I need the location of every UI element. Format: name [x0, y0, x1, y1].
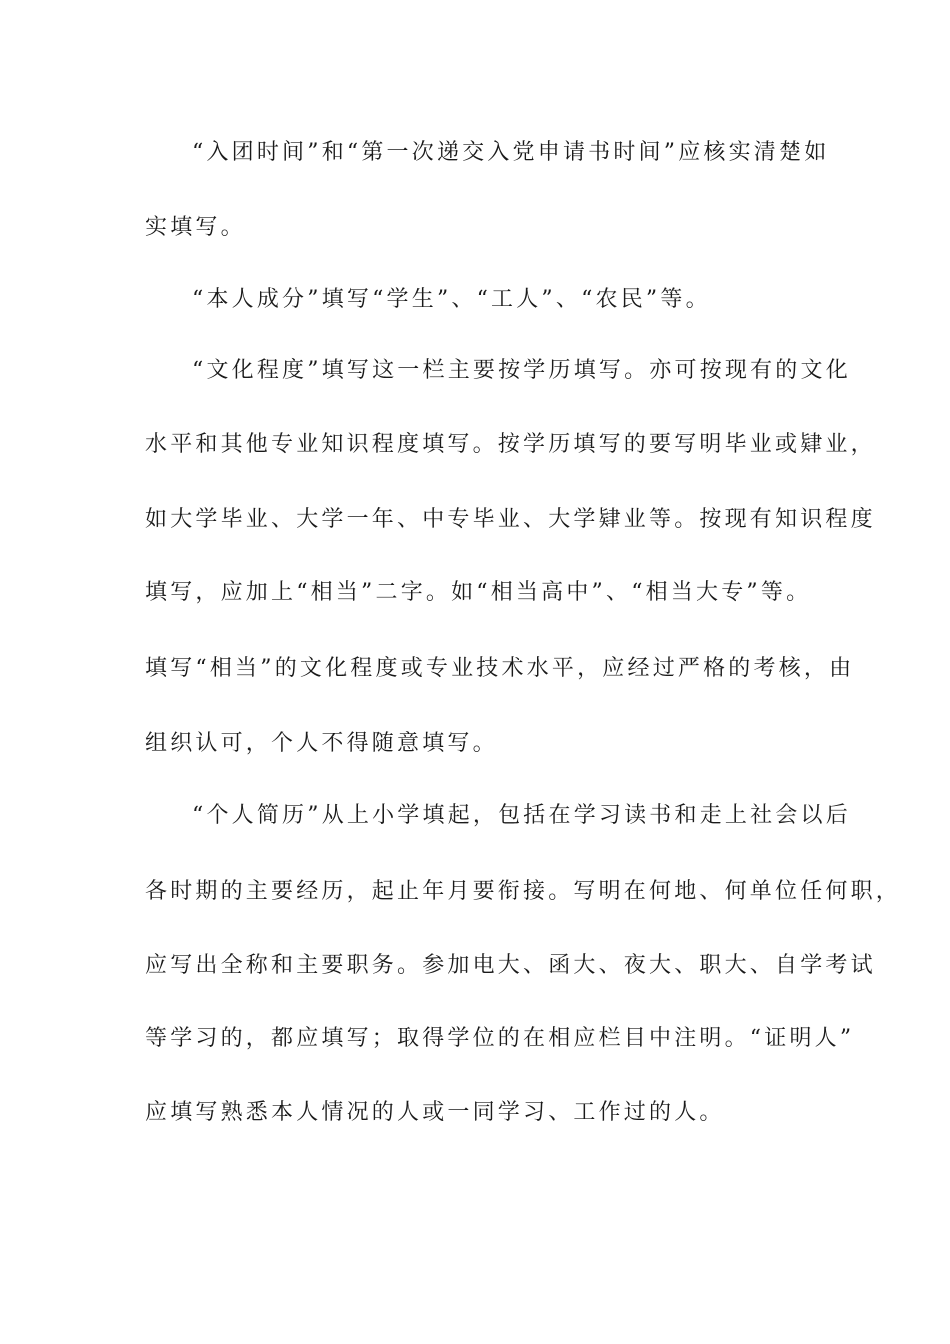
paragraph-1-line-2: 实填写。 [145, 215, 246, 240]
paragraph-4-line-1: “个人简历”从上小学填起，包括在学习读书和走上社会以后 [192, 803, 851, 828]
paragraph-4-line-3: 应写出全称和主要职务。参加电大、函大、夜大、职大、自学考试 [145, 953, 876, 978]
paragraph-3-line-4: 填写，应加上“相当”二字。如“相当高中”、“相当大专”等。 [145, 580, 812, 605]
paragraph-4-line-4: 等学习的，都应填写；取得学位的在相应栏目中注明。“证明人” [145, 1026, 855, 1051]
paragraph-4-line-5: 应填写熟悉本人情况的人或一同学习、工作过的人。 [145, 1100, 725, 1125]
paragraph-4-line-2: 各时期的主要经历，起止年月要衔接。写明在何地、何单位任何职， [145, 879, 902, 904]
paragraph-3-line-3: 如大学毕业、大学一年、中专毕业、大学肄业等。按现有知识程度 [145, 507, 876, 532]
paragraph-3-line-1: “文化程度”填写这一栏主要按学历填写。亦可按现有的文化 [192, 358, 851, 383]
paragraph-1-line-1: “入团时间”和“第一次递交入党申请书时间”应核实清楚如 [192, 140, 830, 165]
paragraph-3-line-5: 填写“相当”的文化程度或专业技术水平，应经过严格的考核，由 [145, 656, 855, 681]
paragraph-3-line-6: 组织认可，个人不得随意填写。 [145, 731, 498, 756]
paragraph-2-line-1: “本人成分”填写“学生”、“工人”、“农民”等。 [192, 287, 711, 312]
paragraph-3-line-2: 水平和其他专业知识程度填写。按学历填写的要写明毕业或肄业， [145, 432, 876, 457]
